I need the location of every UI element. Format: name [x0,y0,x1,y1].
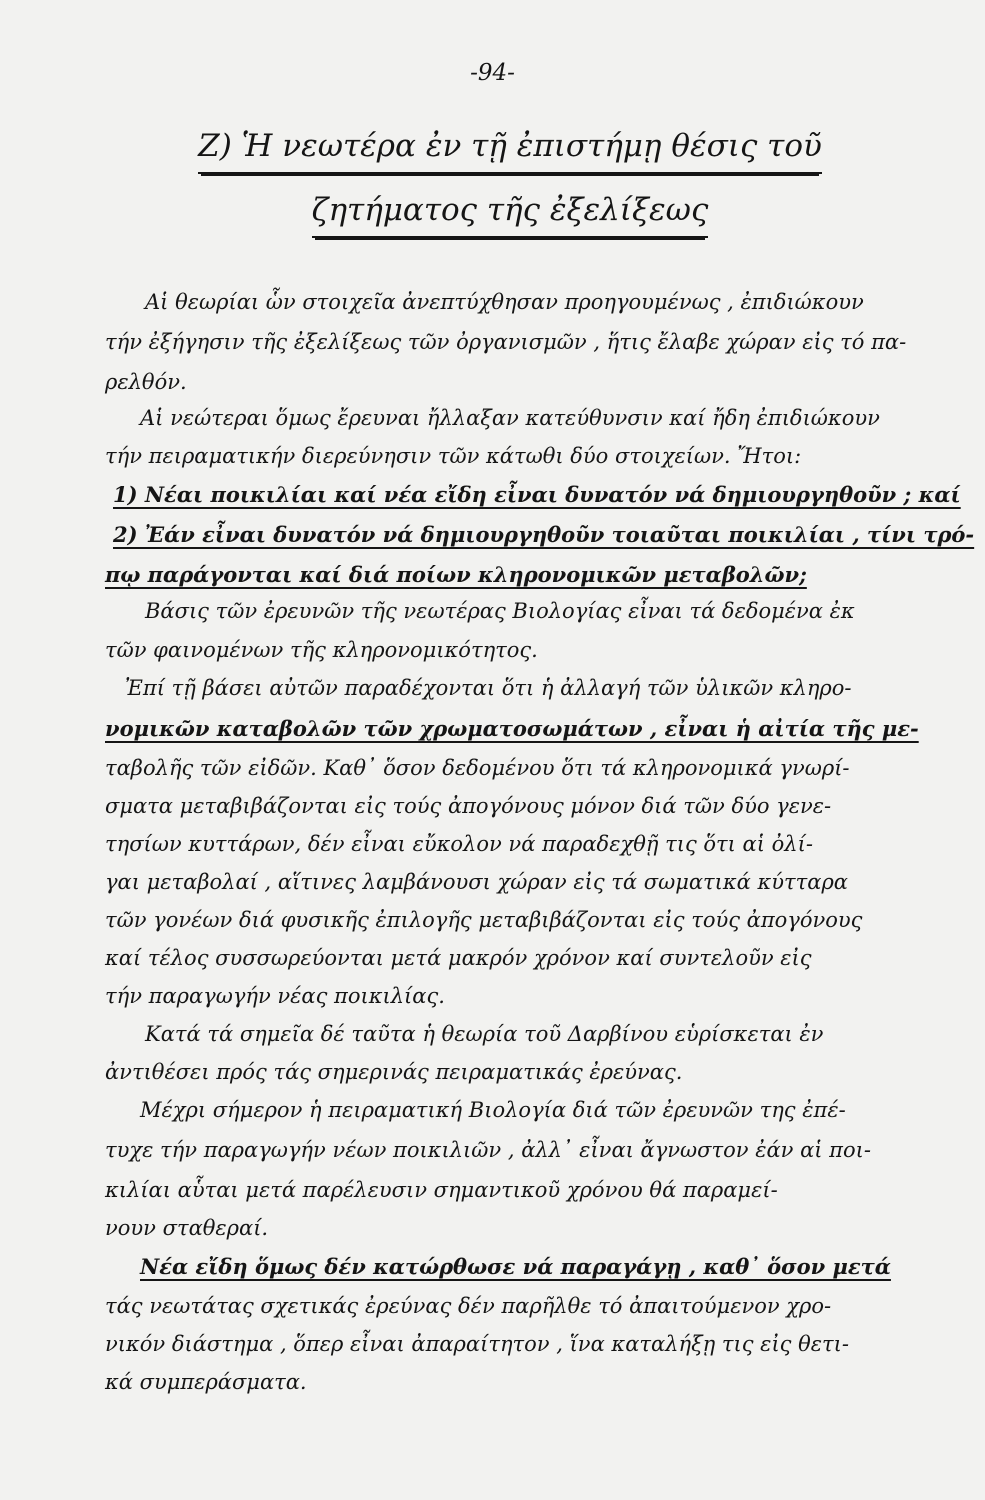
body-line: Βάσις τῶν ἐρευνῶν τῆς νεωτέρας Βιολογίας εἶναι τά δεδομένα ἐκ [145,599,855,623]
section-title-line-2 [150,192,870,228]
body-line: τῶν γονέων διά φυσικῆς ἐπιλογῆς μεταβιβάζονται εἰς τούς ἀπογόνους [105,908,863,932]
body-line: γαι μεταβολαί , αἵτινες λαμβάνουσι χώραν εἰς τά σωματικά κύτταρα [105,870,848,894]
section-title-line-1 [150,128,870,164]
body-line: νουν σταθεραί. [105,1216,269,1240]
body-line: ἀντιθέσει πρός τάς σημερινάς πειραματικάς ἐρεύνας. [105,1060,683,1084]
body-line: τήν ἐξήγησιν τῆς ἐξελίξεως τῶν ὀργανισμῶν , ἥτις ἔλαβε χώραν εἰς τό πα- [105,330,907,354]
page-number: -94- [470,60,515,86]
body-line: Κατά τά σημεῖα δέ ταῦτα ἡ θεωρία τοῦ Δαρβίνου εὑρίσκεται ἐν [145,1022,824,1046]
section-title-text-2: ζητήματος τῆς ἐξελίξεως [312,192,709,238]
body-line: τῶν φαινομένων τῆς κληρονομικότητος. [105,638,538,662]
body-line: Αἱ νεώτεραι ὅμως ἔρευναι ἤλλαξαν κατεύθυνσιν καί ἤδη ἐπιδιώκουν [140,406,880,430]
body-line: τυχε τήν παραγωγήν νέων ποικιλιῶν , ἀλλ᾽ εἶναι ἄγνωστον ἐάν αἱ ποι- [105,1138,871,1162]
body-line: ταβολῆς τῶν εἰδῶν. Καθ᾽ ὅσον δεδομένου ὅτι τά κληρονομικά γνωρί- [105,756,850,780]
body-line: τησίων κυττάρων, δέν εἶναι εὔκολον νά παραδεχθῇ τις ὅτι αἱ ὀλί- [105,832,813,856]
body-line: ρελθόν. [105,370,187,394]
body-line: σματα μεταβιβάζονται εἰς τούς ἀπογόνους μόνον διά τῶν δύο γενε- [105,794,832,818]
body-line: Αἱ θεωρίαι ὧν στοιχεῖα ἀνεπτύχθησαν προηγουμένως , ἐπιδιώκουν [145,290,864,314]
body-line-underlined: νομικῶν καταβολῶν τῶν χρωματοσωμάτων , εἶναι ἡ αἰτία τῆς με- [105,716,919,741]
body-line: Μέχρι σήμερον ἡ πειραματική Βιολογία διά τῶν ἐρευνῶν της ἐπέ- [140,1098,846,1122]
body-line: καί τέλος συσσωρεύονται μετά μακρόν χρόνον καί συντελοῦν εἰς [105,946,812,970]
body-line-underlined: 2) Ἐάν εἶναι δυνατόν νά δημιουργηθοῦν τοιαῦται ποικιλίαι , τίνι τρό- [113,522,975,547]
body-line-underlined: πῳ παράγονται καί διά ποίων κληρονομικῶν μεταβολῶν; [105,562,807,587]
body-line: κά συμπεράσματα. [105,1370,307,1394]
body-line-underlined: Νέα εἴδη ὅμως δέν κατώρθωσε νά παραγάγῃ , καθ᾽ ὅσον μετά [140,1254,891,1279]
body-line: τήν πειραματικήν διερεύνησιν τῶν κάτωθι δύο στοιχείων. Ἤτοι: [105,444,802,468]
body-line: κιλίαι αὗται μετά παρέλευσιν σημαντικοῦ χρόνου θά παραμεί- [105,1178,778,1202]
body-line: τήν παραγωγήν νέας ποικιλίας. [105,984,445,1008]
section-title-text-1: Ζ) Ἡ νεωτέρα ἐν τῇ ἐπιστήμῃ θέσις τοῦ [198,128,822,174]
body-line: τάς νεωτάτας σχετικάς ἐρεύνας δέν παρῆλθε τό ἀπαιτούμενον χρο- [105,1294,832,1318]
body-line: νικόν διάστημα , ὅπερ εἶναι ἀπαραίτητον , ἵνα καταλήξῃ τις εἰς θετι- [105,1332,849,1356]
body-line-underlined: 1) Νέαι ποικιλίαι καί νέα εἴδη εἶναι δυνατόν νά δημιουργηθοῦν ; καί [113,482,961,507]
body-line: Ἐπί τῇ βάσει αὐτῶν παραδέχονται ὅτι ἡ ἀλλαγή τῶν ὑλικῶν κληρο- [125,676,852,700]
